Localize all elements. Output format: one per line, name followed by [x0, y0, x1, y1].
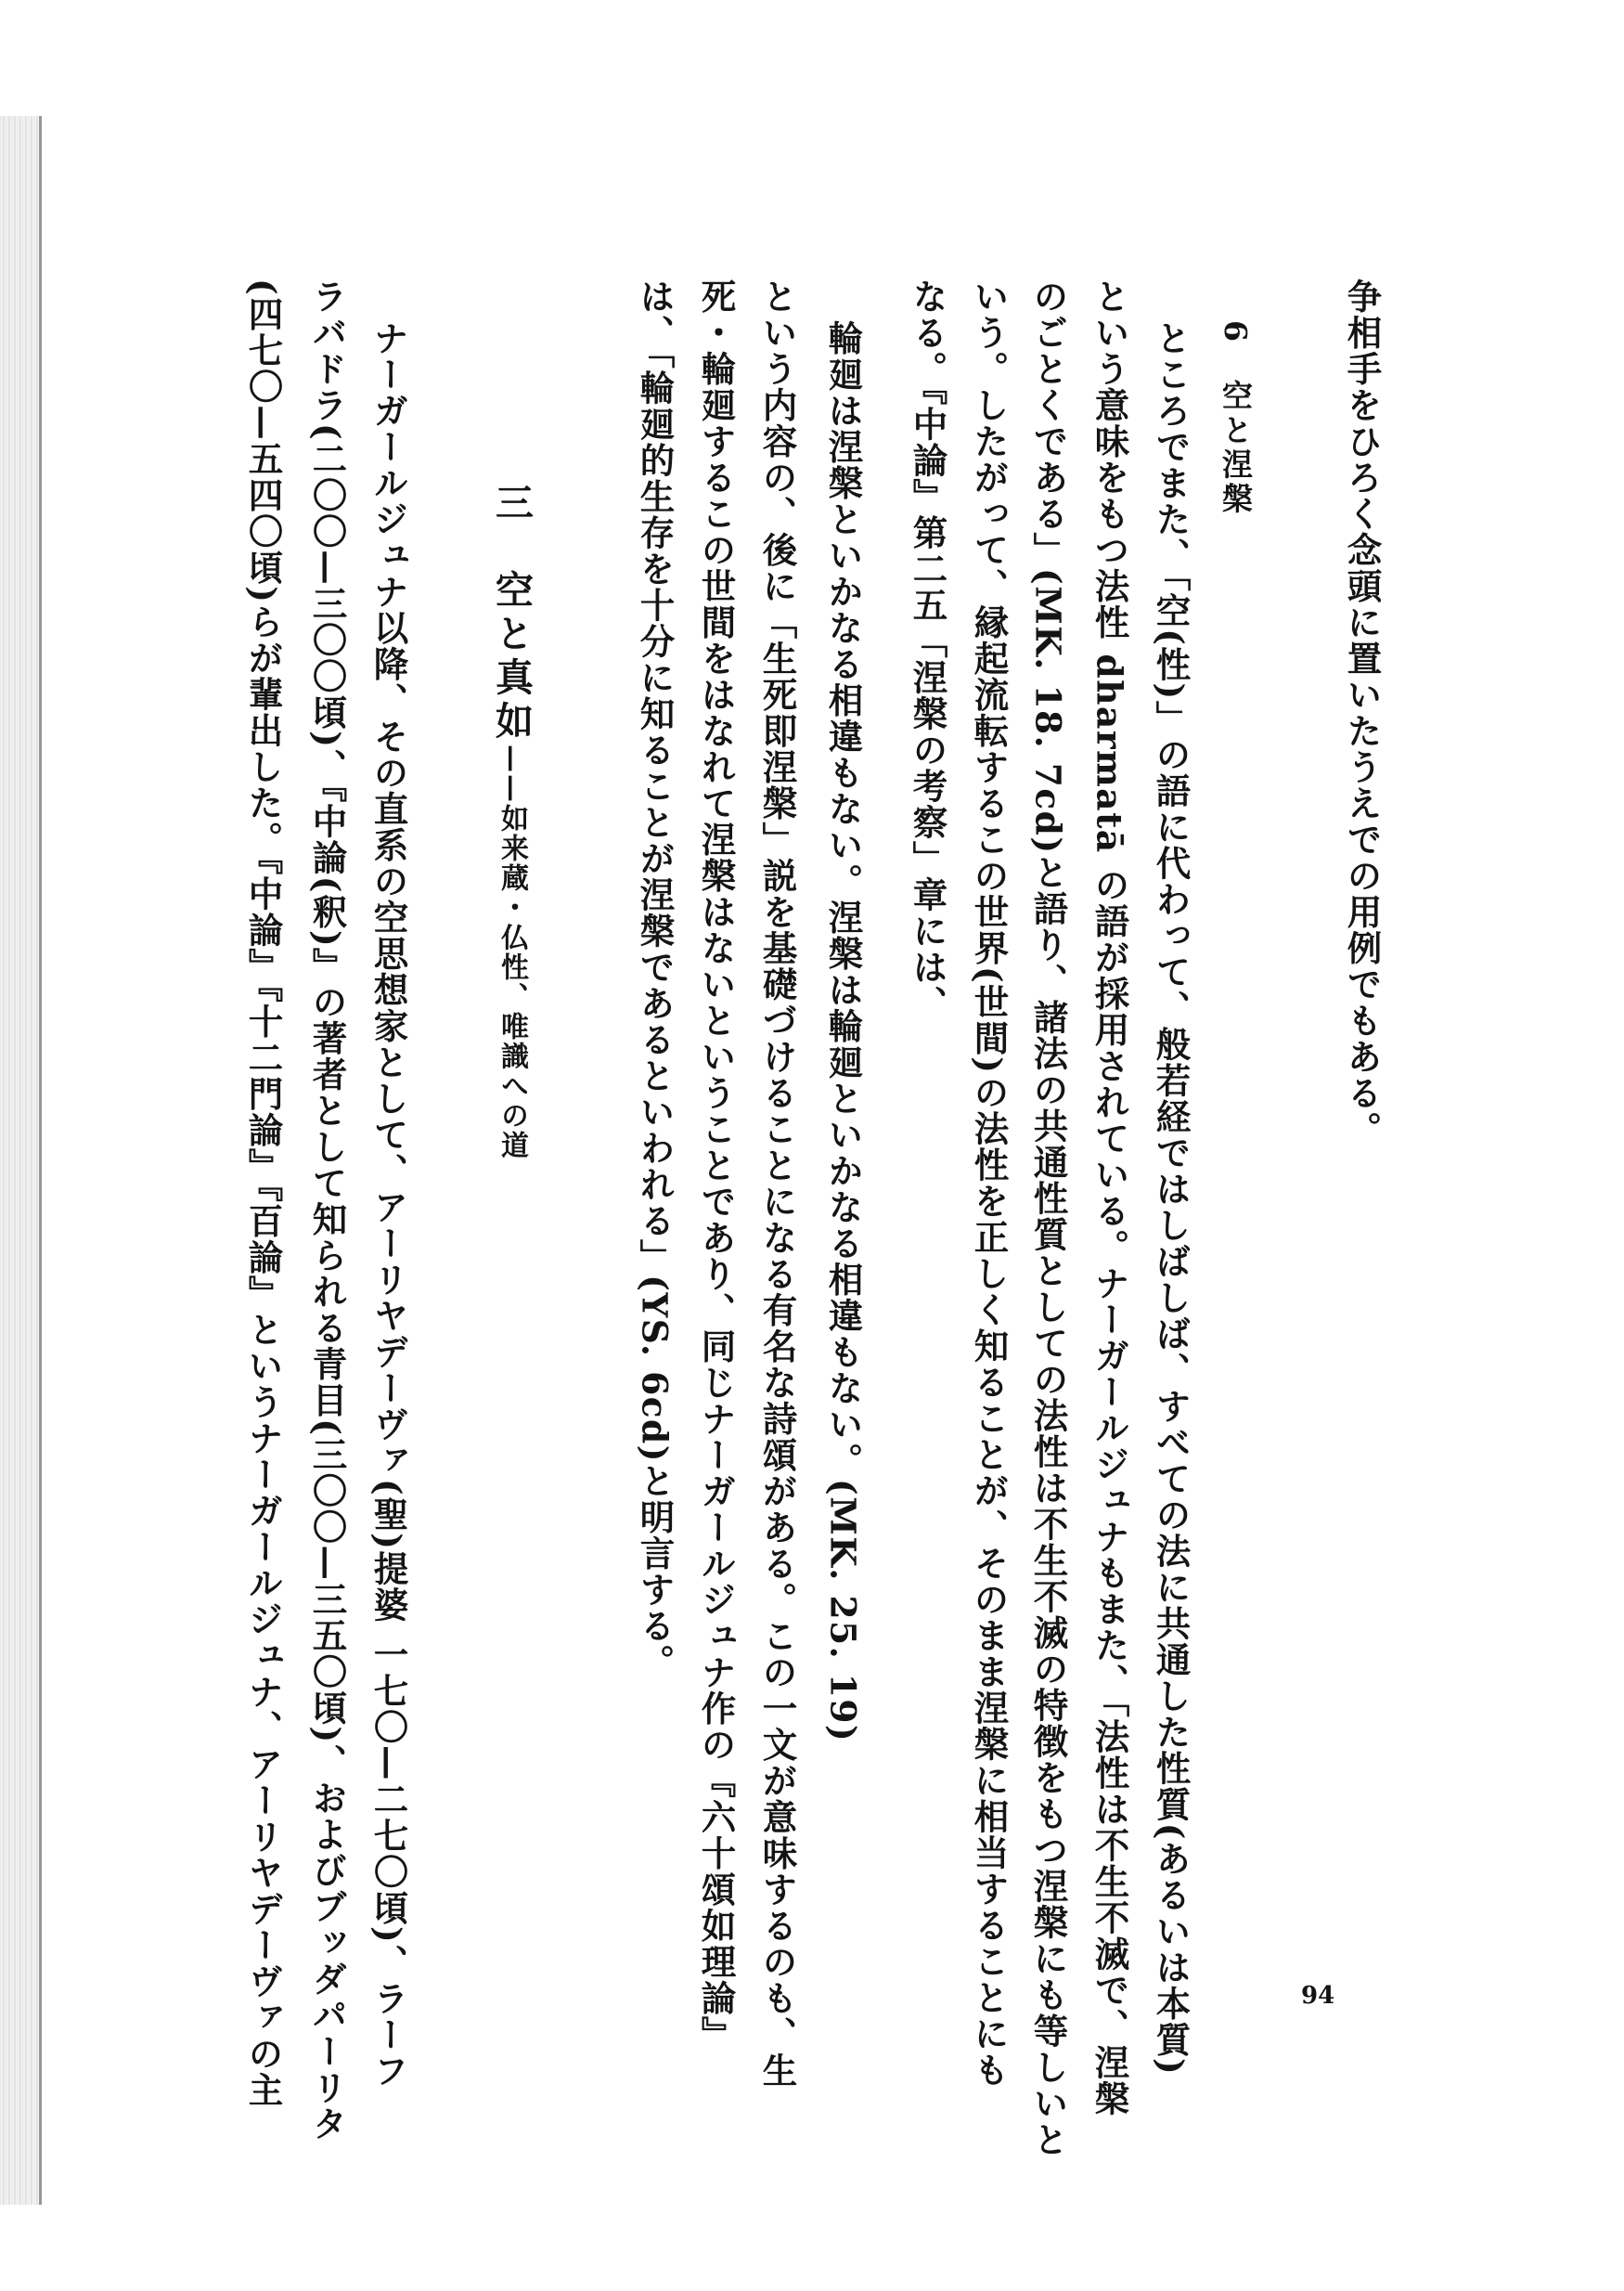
text-line-5: いう。したがって、縁起流転するこの世界(世間)の法性を正しく知ることが、そのまま涅槃に相当することにも: [968, 278, 1010, 2089]
text-line-6: なる。『中論』第二五「涅槃の考察」章には、: [907, 278, 948, 1022]
text-line-11: ラバドラ(二〇〇—三〇〇頃)、『中論(釈)』の著者として知られる青目(三〇〇—三五〇頃)、およびブッダパーリタ: [306, 278, 348, 2142]
text-line-1: 争相手をひろく念頭に置いたうえでの用例でもある。: [1341, 278, 1383, 1147]
page-number: 94: [1301, 1982, 1335, 2010]
section-heading: [489, 483, 534, 1160]
text-line-9: は、「輪廻的生存を十分に知ることが涅槃であるといわれる」(YS. 6cd)と明言する。: [634, 278, 676, 1681]
subsection-heading: 6 空と涅槃: [1218, 320, 1254, 517]
text-line-8: 死・輪廻するこの世間をはなれて涅槃はないということであり、同じナーガールジュナ作の『六十頌如理論』: [695, 278, 737, 2052]
text-line-12: (四七〇—五四〇頃)らが輩出した。『中論』『十二門論』『百論』というナーガールジュナ、アーリヤデーヴァの主: [242, 278, 284, 2109]
text-line-2: ところでまた、「空(性)」の語に代わって、般若経ではしばしば、すべての法に共通した性質(あるいは本質): [1150, 320, 1192, 2077]
quoted-verse: 輪廻は涅槃といかなる相違もない。涅槃は輪廻といかなる相違もない。(MK. 25. 19): [822, 320, 864, 1743]
text-line-3: という意味をもつ法性 dharmatā の語が採用されている。ナーガールジュナもまた、「法性は不生不滅で、涅槃: [1089, 278, 1130, 2117]
section-heading-subtitle: ——如来蔵・仏性、唯識への道: [496, 744, 528, 1160]
text-line-10: ナーガールジュナ以降、その直系の空思想家として、アーリヤデーヴァ(聖)提婆 一七〇—二七〇頃)、ラーフ: [367, 320, 409, 2090]
text-line-7: という内容の、後に「生死即涅槃」説を基礎づけることになる有名な詩頌がある。この一文が意味するのも、生: [756, 278, 798, 2089]
section-heading-title: 三 空と真如: [489, 483, 534, 744]
text-line-4: のごとくである」(MK. 18. 7cd)と語り、諸法の共通性質としての法性は不生不滅の特徴をもつ涅槃にも等しいと: [1027, 278, 1069, 2158]
